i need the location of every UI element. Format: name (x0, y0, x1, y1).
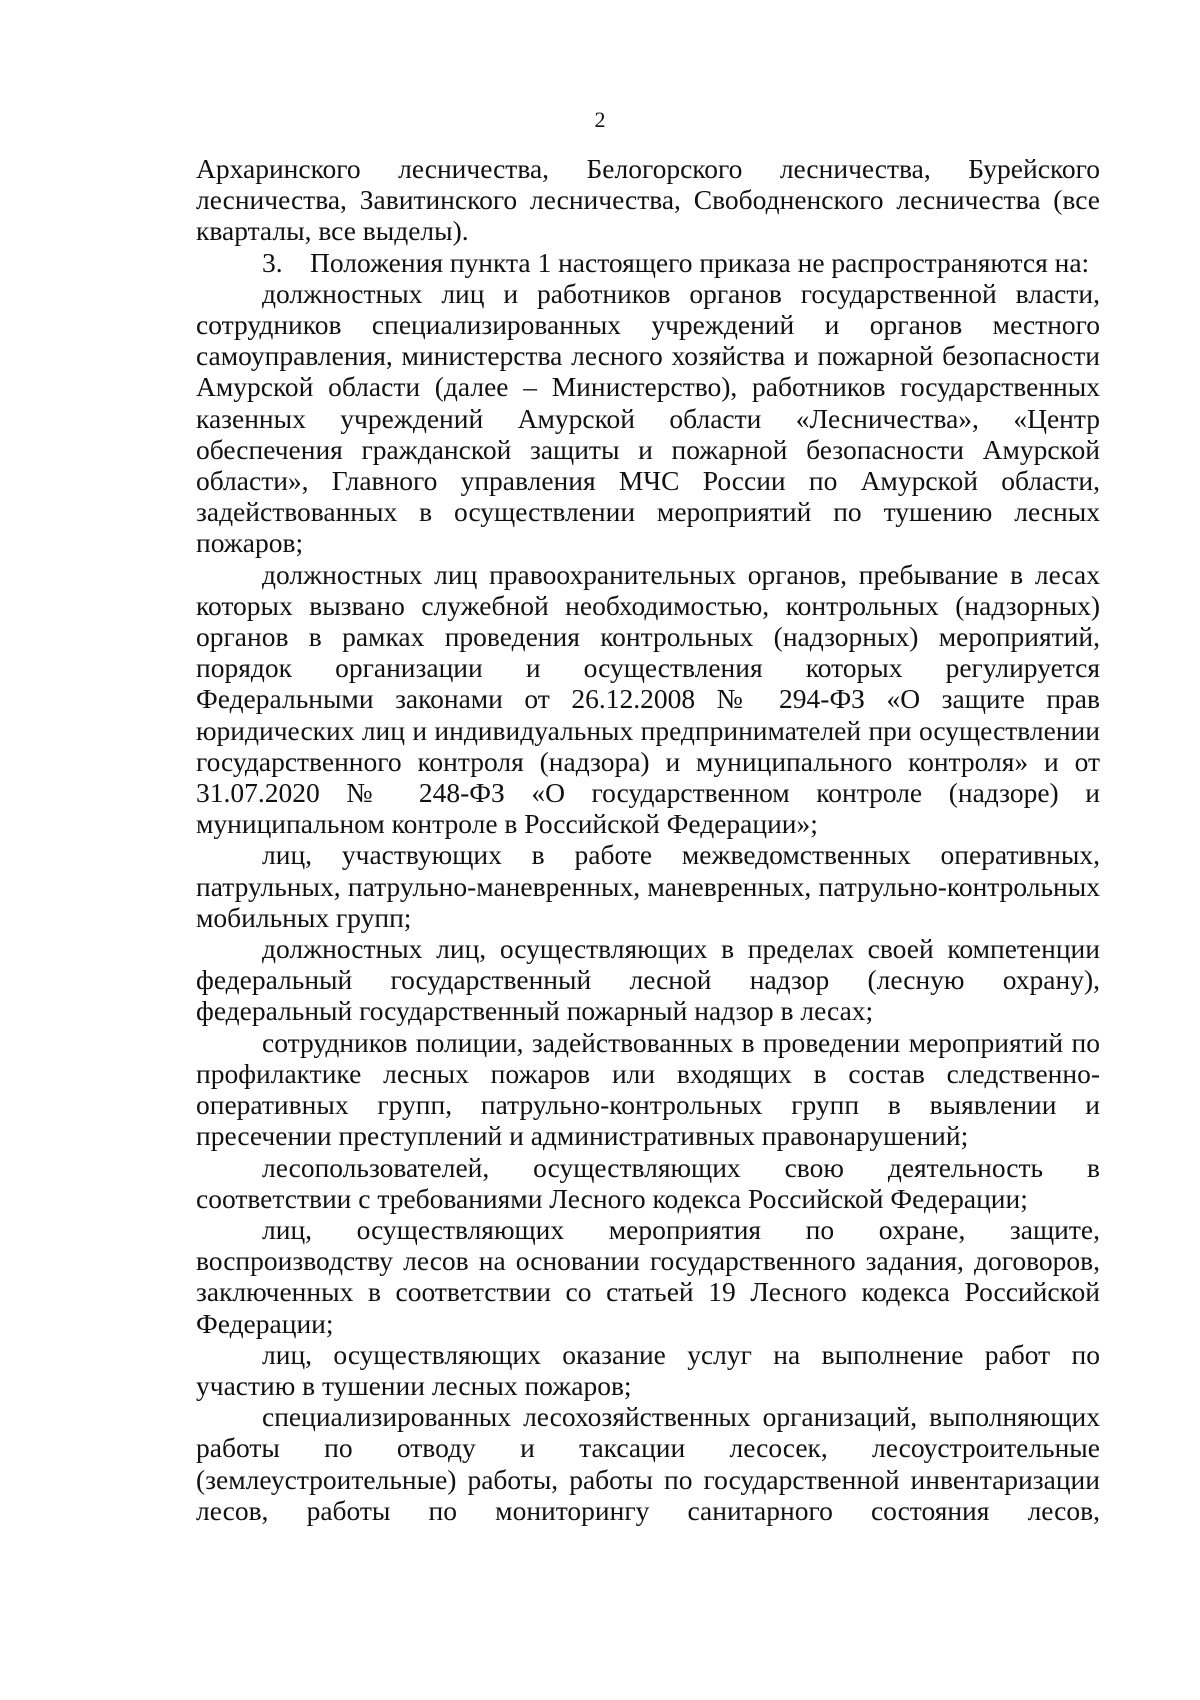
paragraph-forest-users: лесопользователей, осуществляющих свою деятельность в соответствии с требованиями Лесного кодекса Российской Федерации; (196, 1151, 1100, 1214)
item-number: 3. (262, 246, 283, 278)
paragraph-forest-protection: лиц, осуществляющих мероприятия по охране, защите, воспроизводству лесов на основании государственного задания, договоров, заключенных в соответствии со статьей 19 Лесного кодекса Российской Федерации; (196, 1213, 1100, 1339)
paragraph-specialized-organizations: специализированных лесохозяйственных организаций, выполняющих работы по отводу и таксации лесосек, лесоустроительные (землеустроительные) работы, работы по государственной инвентаризации лесов, работы по мониторингу санитарного состояния лесов, (196, 1401, 1100, 1526)
paragraph-continuation: Архаринского лесничества, Белогорского лесничества, Бурейского лесничества, Завитинского лесничества, Свободненского лесничества (все кварталы, все выделы). (196, 153, 1100, 247)
page-number: 2 (594, 107, 606, 132)
paragraph-firefighting-services: лиц, осуществляющих оказание услуг на выполнение работ по участию в тушении лесных пожаров; (196, 1338, 1100, 1401)
paragraph-forest-supervision: должностных лиц, осуществляющих в пределах своей компетенции федеральный государственный лесной надзор (лесную охрану), федеральный государственный пожарный надзор в лесах; (196, 933, 1100, 1027)
paragraph-patrol-groups: лиц, участвующих в работе межведомственных оперативных, патрульных, патрульно-маневренных, маневренных, патрульно-контрольных мобильных групп; (196, 839, 1100, 933)
document-body (196, 153, 1100, 1526)
paragraph-police: сотрудников полиции, задействованных в проведении мероприятий по профилактике лесных пожаров или входящих в состав следственно-оперативных групп, патрульно-контрольных групп в выявлении и пресечении преступлений и административных правонарушений; (196, 1026, 1100, 1152)
paragraph-item-3 (196, 247, 1100, 278)
paragraph-law-enforcement: должностных лиц правоохранительных органов, пребывание в лесах которых вызвано служебной необходимостью, контрольных (надзорных) органов в рамках проведения контрольных (надзорных) мероприятий, порядок организации и осуществления которых регулируется Федеральными законами от 26.12.2008 № 294-ФЗ «О защите прав юридических лиц и индивидуальных предпринимателей при осуществлении государственного контроля (надзора) и муниципального контроля» и от 31.07.2020 № 248-ФЗ «О государственном контроле (надзоре) и муниципальном контроле в Российской Федерации»; (196, 558, 1100, 840)
paragraph-officials-authorities: должностных лиц и работников органов государственной власти, сотрудников специализированных учреждений и органов местного самоуправления, министерства лесного хозяйства и пожарной безопасности Амурской области (далее – Министерство), работников государственных казенных учреждений Амурской области «Лесничества», «Центр обеспечения гражданской защиты и пожарной безопасности Амурской области», Главного управления МЧС России по Амурской области, задействованных в осуществлении мероприятий по тушению лесных пожаров; (196, 277, 1100, 559)
item-3-text: Положения пункта 1 настоящего приказа не распространяются на: (310, 246, 1090, 278)
